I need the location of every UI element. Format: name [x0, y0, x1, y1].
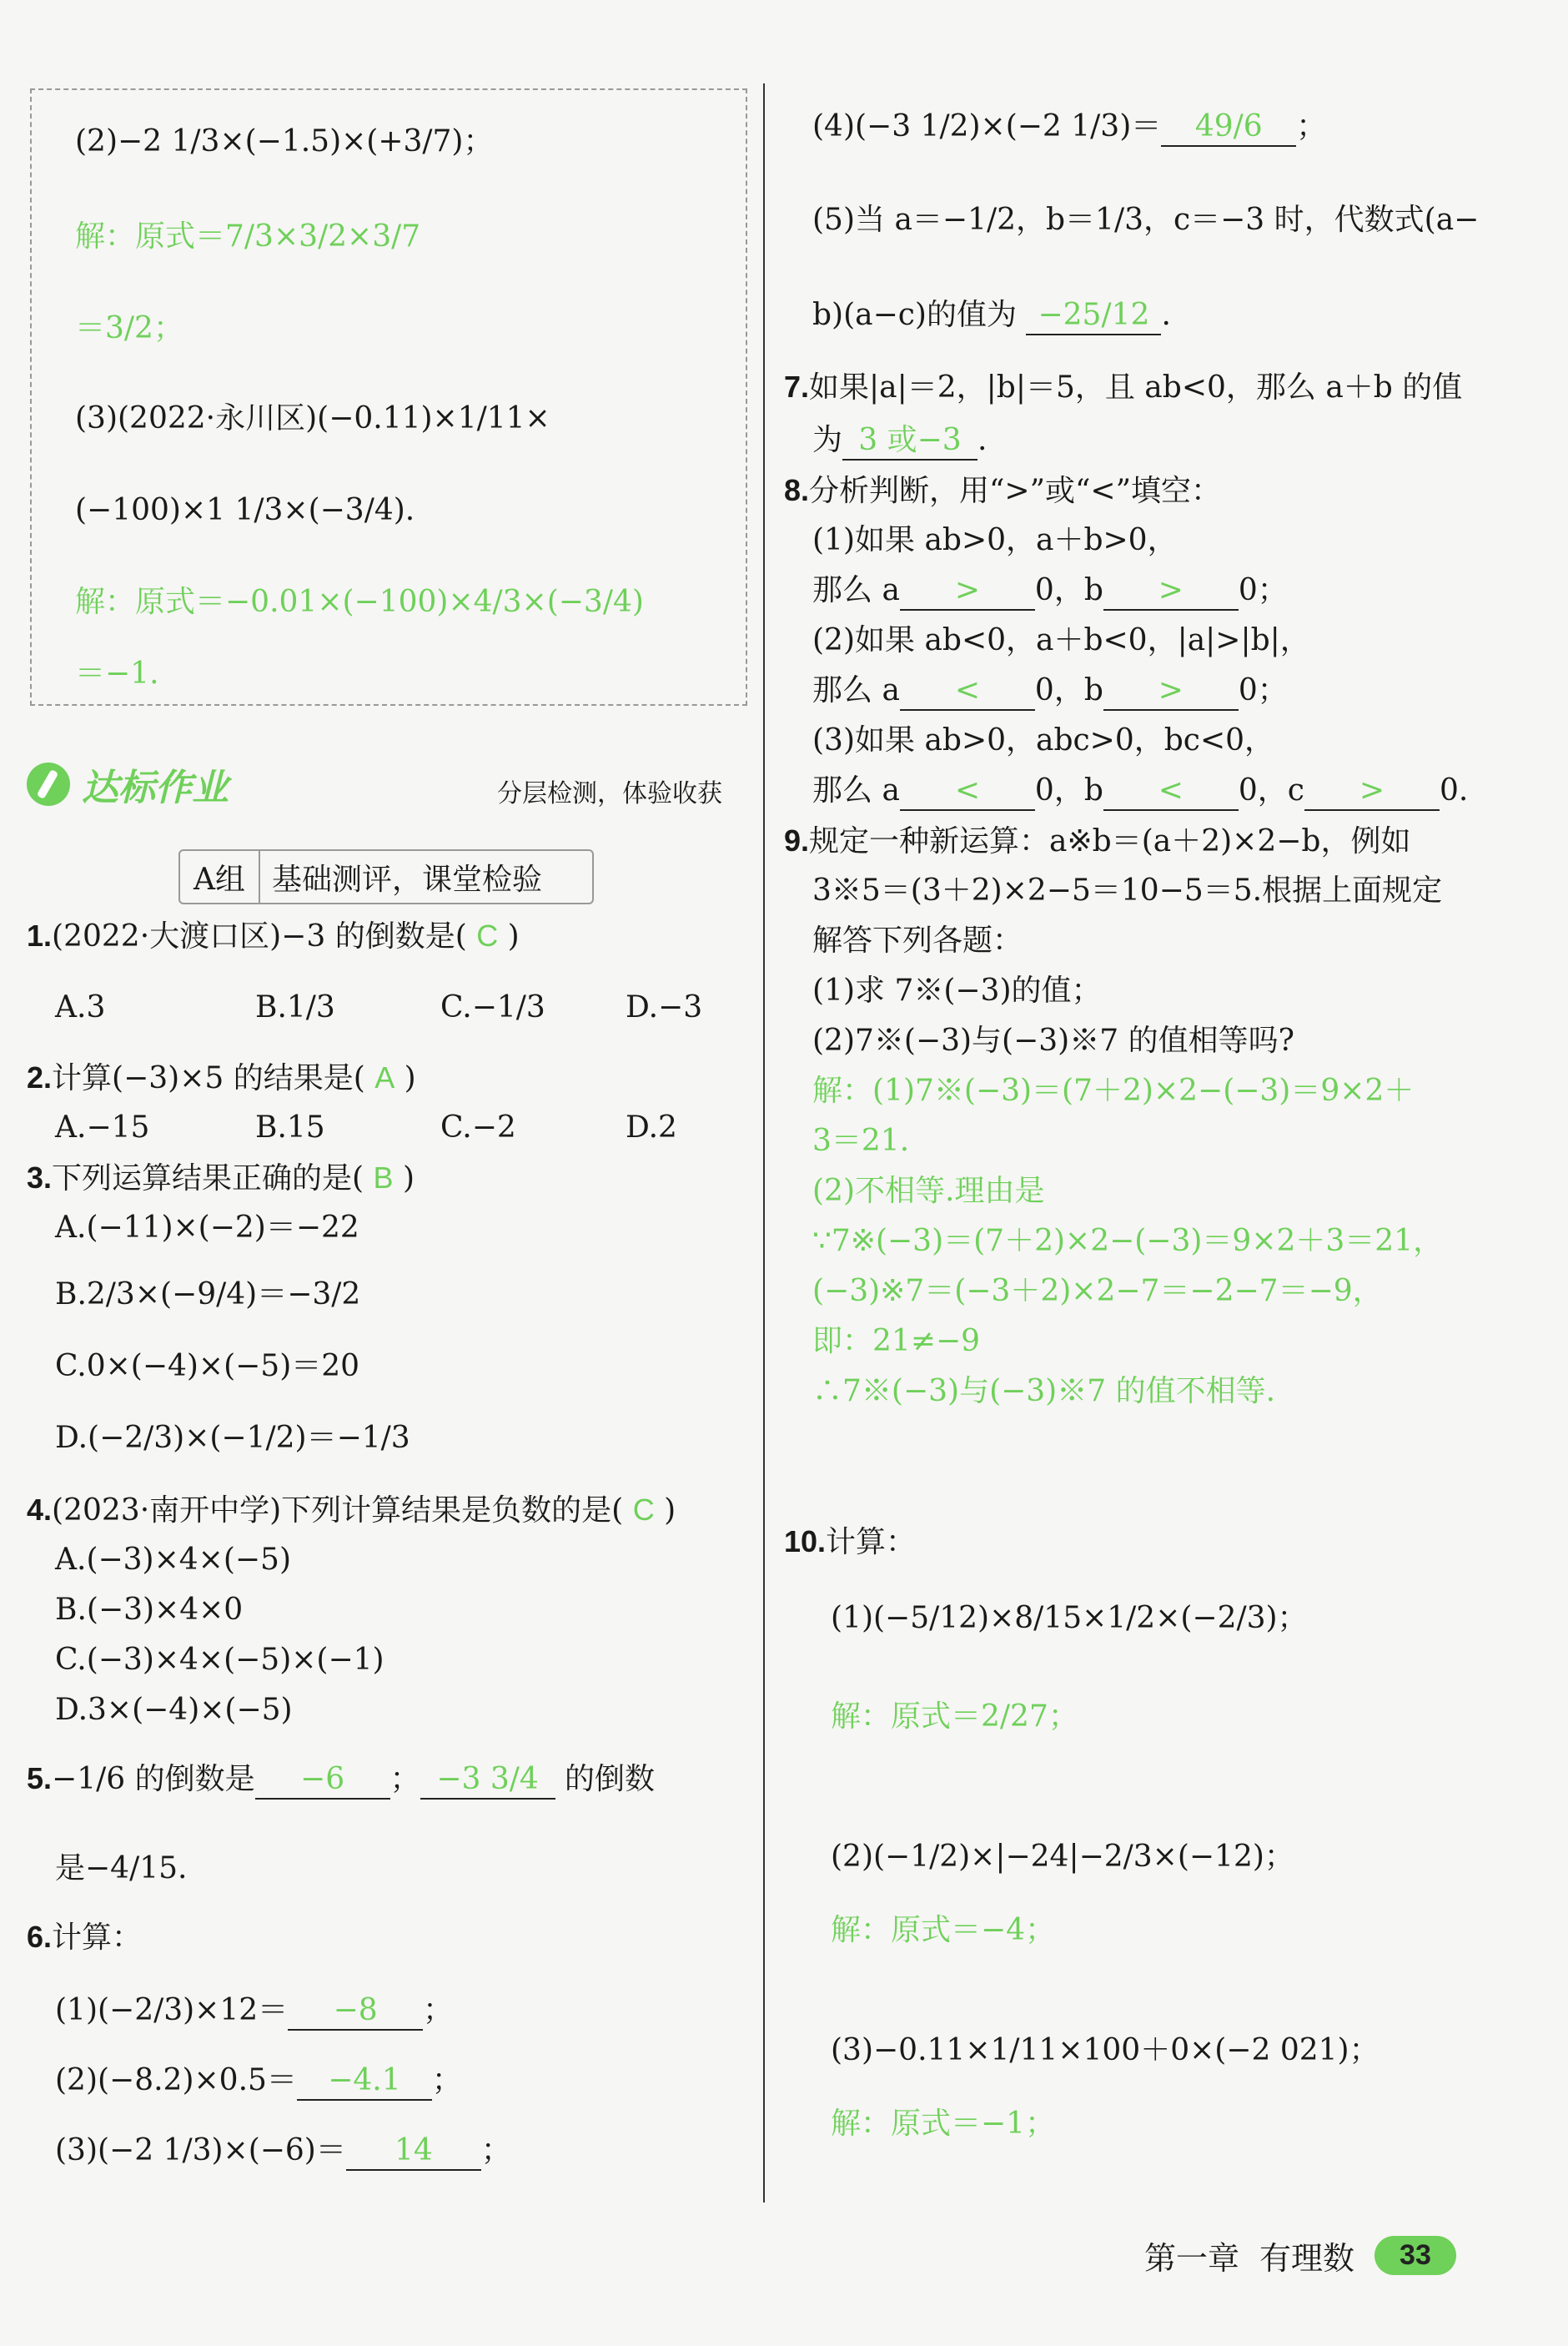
q9-solution-line: (−3)※7＝(−3＋2)×2−7＝−2−7＝−9， [812, 1274, 1383, 1308]
question-6: 6.计算： [27, 1920, 143, 1955]
question-10: 10.计算： [784, 1524, 917, 1559]
q4-option-d: D.3×(−4)×(−5) [55, 1693, 293, 1727]
question-3: 3.下列运算结果正确的是( B ) [27, 1160, 415, 1196]
q9-solution-line: 解：(1)7※(−3)＝(7＋2)×2−(−3)＝9×2＋ [812, 1074, 1415, 1108]
q9-solution-line: 3＝21. [812, 1124, 910, 1158]
q8-part-2: (2)如果 ab<0，a＋b<0，|a|>|b|， [812, 623, 1310, 657]
section-tagline: 分层检测，体验收获 [497, 779, 722, 808]
q8-1-blank-a[interactable]: > [900, 572, 1035, 611]
question-9-line3: 解答下列各题： [812, 924, 1023, 958]
chapter-label: 第一章 [1144, 2240, 1240, 2277]
section-title: 达标作业 [82, 768, 229, 808]
q9-part-2: (2)7※(−3)与(−3)※7 的值相等吗? [812, 1024, 1294, 1058]
q2-option-a: A.−15 [55, 1110, 150, 1145]
q8-part-3-answer: 那么 a < 0，b < 0，c > 0. [812, 773, 1468, 811]
section-banner [27, 758, 229, 811]
q3-option-d: D.(−2/3)×(−1/2)＝−1/3 [55, 1421, 410, 1455]
q1-option-d: D.−3 [626, 990, 703, 1024]
q5-blank-2[interactable]: −3 3/4 [420, 1761, 555, 1800]
q10-part-1: (1)(−5/12)×8/15×1/2×(−2/3)； [831, 1601, 1308, 1635]
q8-3-blank-a[interactable]: < [900, 773, 1035, 811]
q8-1-blank-b[interactable]: > [1103, 572, 1239, 611]
answer-choice: B [373, 1160, 394, 1195]
question-9-line2: 3※5＝(3＋2)×2−5＝10−5＝5.根据上面规定 [812, 873, 1443, 908]
q8-3-blank-b[interactable]: < [1103, 773, 1239, 811]
question-2: 2.计算(−3)×5 的结果是( A ) [27, 1060, 416, 1095]
q7-blank[interactable]: 3 或−3 [842, 422, 977, 461]
q6-part-2: (2)(−8.2)×0.5＝ −4.1 ； [55, 2062, 462, 2101]
q6-2-blank[interactable]: −4.1 [297, 2062, 432, 2101]
group-name: 基础测评，课堂检验 [272, 862, 543, 897]
answer-choice: A [374, 1060, 395, 1095]
question-4: 4.(2023·南开中学)下列计算结果是负数的是( C ) [27, 1493, 676, 1528]
question-8: 8.分析判断，用“>”或“<”填空： [784, 473, 1221, 508]
q4-option-c: C.(−3)×4×(−5)×(−1) [55, 1643, 384, 1677]
q1-option-c: C.−1/3 [440, 990, 545, 1024]
q2-option-b: B.15 [255, 1110, 325, 1145]
question-9: 9.规定一种新运算：a※b＝(a＋2)×2−b，例如 [784, 823, 1411, 858]
q6-part-4: (4)(−3 1/2)×(−2 1/3)＝ 49/6 ； [812, 108, 1326, 147]
q9-solution-line: (2)不相等.理由是 [812, 1174, 1045, 1208]
q6-1-blank[interactable]: −8 [288, 1992, 423, 2031]
q6-part-3: (3)(−2 1/3)×(−6)＝ 14 ； [55, 2132, 511, 2171]
q4-option-a: A.(−3)×4×(−5) [55, 1543, 291, 1577]
q8-3-blank-c[interactable]: > [1304, 773, 1440, 811]
q8-part-2-answer: 那么 a < 0，b > 0； [812, 672, 1288, 711]
box-q3-solution-1: 解：原式＝−0.01×(−100)×4/3×(−3/4) [75, 585, 644, 619]
box-q2-solution-2: ＝3/2； [75, 311, 183, 345]
pencil-icon [27, 763, 70, 806]
q10-part-3: (3)−0.11×1/11×100＋0×(−2 021)； [831, 2033, 1380, 2067]
q3-option-b: B.2/3×(−9/4)＝−3/2 [55, 1277, 361, 1311]
q8-2-blank-b[interactable]: > [1103, 672, 1239, 711]
page-footer [1144, 2233, 1456, 2278]
q10-part-2: (2)(−1/2)×|−24|−2/3×(−12)； [831, 1840, 1294, 1874]
q10-part-3-solution: 解：原式＝−1； [831, 2107, 1056, 2141]
q6-5-blank[interactable]: −25/12 [1026, 297, 1161, 335]
box-q3-line1: (3)(2022·永川区)(−0.11)×1/11× [75, 401, 550, 435]
question-7: 7.如果|a|＝2，|b|＝5，且 ab<0，那么 a＋b 的值 [784, 370, 1463, 405]
group-tag: A组 [180, 851, 260, 903]
box-q2: (2)−2 1/3×(−1.5)×(+3/7)； [75, 124, 494, 159]
q4-option-b: B.(−3)×4×0 [55, 1593, 244, 1627]
q9-solution-line: 即：21≠−9 [812, 1324, 981, 1358]
q10-part-2-solution: 解：原式＝−4； [831, 1913, 1056, 1947]
q6-part-5-line1: (5)当 a＝−1/2，b＝1/3，c＝−3 时，代数式(a− [812, 203, 1480, 237]
q2-option-d: D.2 [626, 1110, 677, 1145]
q3-option-a: A.(−11)×(−2)＝−22 [55, 1211, 359, 1245]
q6-3-blank[interactable]: 14 [346, 2132, 481, 2171]
q9-solution-line: ∵7※(−3)＝(7＋2)×2−(−3)＝9×2＋3＝21， [812, 1224, 1444, 1258]
box-q3-solution-2: ＝−1. [75, 657, 159, 691]
q8-part-1-answer: 那么 a > 0，b > 0； [812, 572, 1288, 611]
question-1: 1.(2022·大渡口区)−3 的倒数是( C ) [27, 919, 520, 954]
column-divider [763, 83, 765, 2203]
q6-4-blank[interactable]: 49/6 [1161, 108, 1296, 147]
q1-option-a: A.3 [55, 990, 106, 1024]
q2-option-c: C.−2 [440, 1110, 516, 1145]
q6-part-1: (1)(−2/3)×12＝ −8 ； [55, 1992, 453, 2031]
q10-part-1-solution: 解：原式＝2/27； [831, 1699, 1078, 1734]
q5-blank-1[interactable]: −6 [255, 1761, 390, 1800]
q1-option-b: B.1/3 [255, 990, 335, 1024]
q8-part-3: (3)如果 ab>0，abc>0，bc<0， [812, 723, 1275, 758]
question-7-cont: 为 3 或−3 . [812, 422, 987, 461]
q6-part-5-line2: b)(a−c)的值为 −25/12 . [812, 297, 1171, 335]
chapter-topic: 有理数 [1259, 2240, 1355, 2277]
box-q2-solution-1: 解：原式＝7/3×3/2×3/7 [75, 219, 421, 254]
box-q3-line2: (−100)×1 1/3×(−3/4). [75, 493, 415, 527]
group-label [178, 849, 594, 904]
page-number: 33 [1375, 2236, 1456, 2275]
q8-part-1: (1)如果 ab>0，a＋b>0， [812, 523, 1178, 557]
answer-choice: C [632, 1493, 655, 1527]
question-5: 5.−1/6 的倒数是 −6 ； −3 3/4 的倒数 [27, 1760, 655, 1800]
q3-option-c: C.0×(−4)×(−5)＝20 [55, 1349, 360, 1383]
answer-choice: C [476, 919, 499, 953]
question-5-cont: 是−4/15. [55, 1851, 188, 1885]
q8-2-blank-a[interactable]: < [900, 672, 1035, 711]
q9-part-1: (1)求 7※(−3)的值； [812, 974, 1102, 1008]
q9-solution-line: ∴7※(−3)与(−3)※7 的值不相等. [812, 1374, 1276, 1408]
